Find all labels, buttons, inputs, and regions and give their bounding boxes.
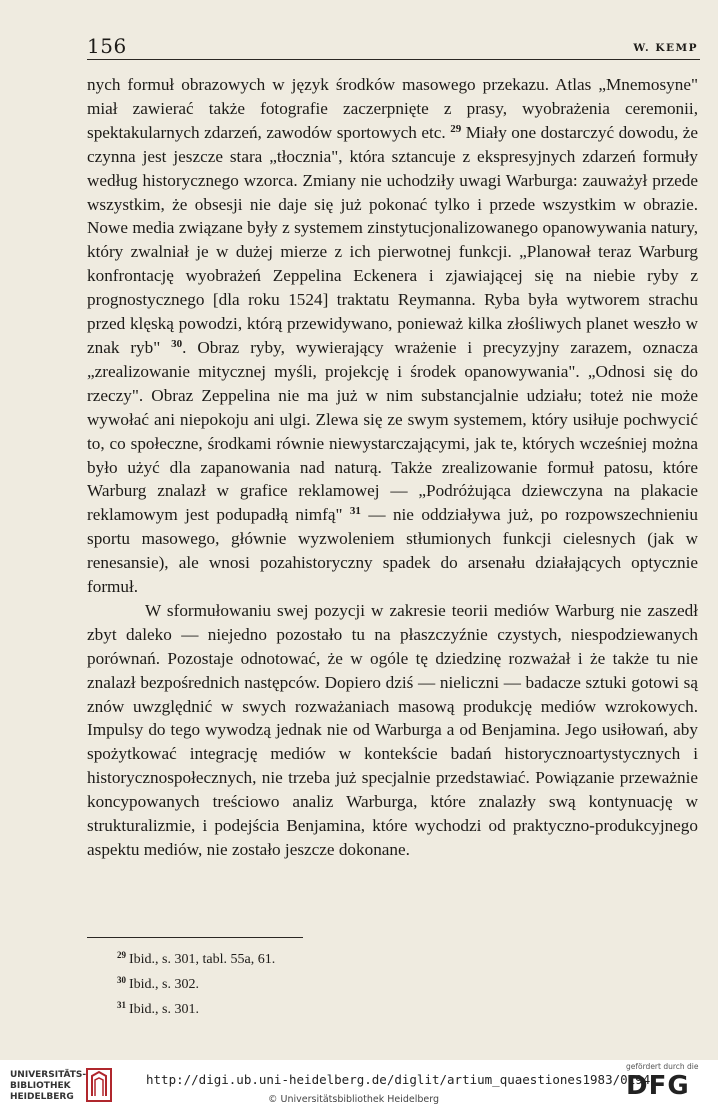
copyright-notice: © Universitätsbibliothek Heidelberg [268, 1094, 440, 1105]
page-header [87, 34, 698, 62]
permalink-url[interactable]: http://digi.ub.uni-heidelberg.de/diglit/artium_quaestiones1983/0194 [146, 1072, 651, 1087]
library-logo[interactable] [10, 1068, 130, 1106]
library-name: UNIVERSITÄTS- BIBLIOTHEK HEIDELBERG [10, 1070, 87, 1102]
footnote-ref-30: 30 [171, 337, 183, 350]
footnotes [117, 945, 275, 1020]
footnote-29: $^{29}$ Ibid., s. 301, tabl. 55a, 61. [117, 950, 276, 967]
footnote-31: $^{31}$ Ibid., s. 301. [117, 1000, 199, 1017]
viewer-footer [0, 1060, 718, 1113]
library-crest-icon [86, 1068, 112, 1102]
footnote-rule [87, 937, 303, 938]
paragraph-1: nych formuł obrazowych w język środków masowego przekazu. Atlas „Mnemosyne" miał zawierać także fotografie zaczerpnięte z prasy, wyobrażenia ceremonii, spektakularnych zdarzeń, zawodów sportowych etc. $^{29}$ Miały one dostarczyć dowodu, że czynna jest jeszcze stara „tłocznia", która sztancuje z ekspresyjnych zdarzeń formuły według historycznego wzorca. Zmiany nie uchodziły uwagi Warburga: zauważył przede wszystkim, że obsesji nie daje się już pokonać tylko i przede wszystkim w obrazie. Nowe media związane były z systemem zinstytucjonalizowanego opanowywania natury, który zwalniał je w dużej mierze z ich pierwotnej funkcji. „Planował teraz Warburg konfrontację wyobrażeń Zeppelina Eckenera i zjawiającej się na niebie ryby z prognostycznego [dla roku 1524] traktatu Reymanna. Ryba była wytworem strachu przed klęską powodzi, którą przewidywano, ponieważ kilka złośliwych planet weszło w znak ryb" $^{30}$. Obraz ryby, wywierający wrażenie i precyzyjny zarazem, oznacza „zrealizowanie mitycznej myśli, projekcję i środek opanowywania". „Odnosi się do rzeczy". Obraz Zeppelina nie ma już w nim substancjalnie udziału; toteż nie może wywołać ani niepokoju ani ulgi. Zlewa się ze swym systemem, który usiłuje pochwycić to, co społeczne, środkami równie niewystarczającymi, jak te, których wcześniej można było użyć dla zapanowania nad naturą. Także zrealizowanie formuł patosu, które Warburg znalazł w grafice reklamowej — „Podróżująca dziewczyna na plakacie reklamowym jest podupadłą nimfą" $^{31}$ — nie oddziaływa już, po rozpowszechnieniu sportu masowego, głównie wyzwoleniem stłumionych funkcji cielesnych (jak w renesansie), ale wnosi pozahistoryczny spadek do arsenału działających optycznie formuł. [87, 75, 699, 597]
paragraph-2: W sformułowaniu swej pozycji w zakresie teorii mediów Warburg nie zaszedł zbyt daleko — niejedno pozostało tu na płaszczyźnie czystych, niespodziewanych porównań. Pozostaje odnotować, że w ogóle tę dziedzinę rozważał i że także tu nie znalazł bezpośrednich następców. Dopiero dziś — nieliczni — badacze sztuki gotowi są znów uwzględnić w swych rozważaniach masową produkcję mediów wzrokowych. Impulsy do tego wywodzą jednak nie od Warburga a od Benjamina. Jego usiłowań, aby spożytkować integrację mediów w kontekście badań historycznoartystycznych i historycznospołecznych, nie trzeba już specjalnie przedstawiać. Powiązanie przeważnie koncypowanych treściowo analiz Warburga, które znalazły swą kontynuację w strukturalizmie, i podejścia Benjamina, które wychodzi od praktyczno-produkcyjnego aspektu mediów, nie zostało jeszcze dokonane. [87, 600, 698, 859]
dfg-logo[interactable] [626, 1062, 706, 1110]
dfg-wordmark: DFG [626, 1071, 690, 1101]
footnote-30: $^{30}$ Ibid., s. 302. [117, 975, 199, 992]
header-rule [87, 59, 700, 60]
page-number: 156 [87, 34, 127, 58]
footnote-ref-31: 31 [349, 505, 361, 518]
running-head: W. KEMP [633, 42, 698, 54]
funding-note: gefördert durch die [626, 1062, 699, 1071]
body-text [87, 73, 698, 862]
footnote-ref-29: 29 [450, 122, 462, 135]
